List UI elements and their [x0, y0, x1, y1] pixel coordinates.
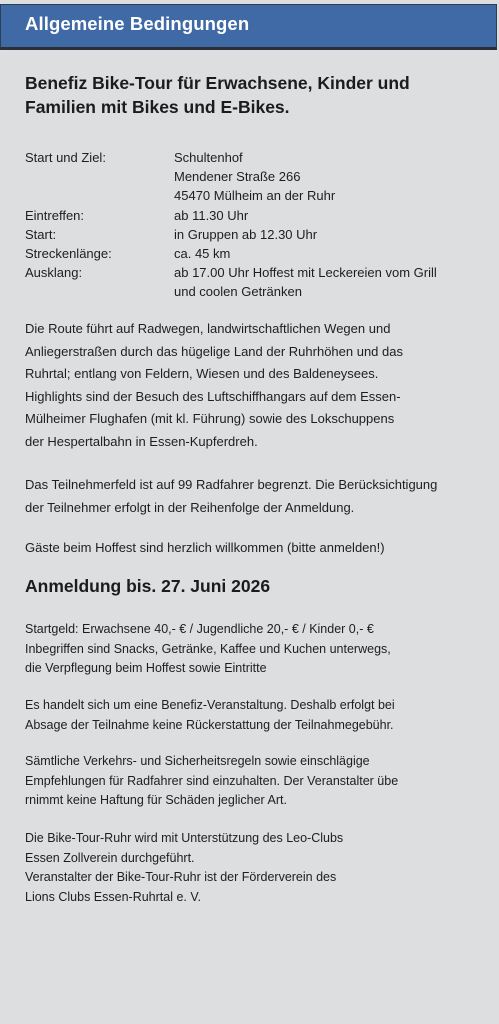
- paragraph-line: Anliegerstraßen durch das hügelige Land der Ruhrhöhen und das: [25, 343, 403, 359]
- info-value: [174, 206, 474, 225]
- paragraph-line: Es handelt sich um eine Benefiz-Veranstaltung. Deshalb erfolgt bei: [25, 698, 395, 712]
- paragraph-line: Gäste beim Hoffest sind herzlich willkommen (bitte anmelden!): [25, 540, 385, 555]
- info-value-line: Mendener Straße 266: [174, 169, 301, 185]
- title-line: Benefiz Bike-Tour für Erwachsene, Kinder und: [25, 73, 410, 93]
- info-value-line: und coolen Getränken: [174, 284, 302, 300]
- rules-paragraph: [25, 752, 485, 811]
- info-row-ausklang: [25, 263, 474, 301]
- info-value-line: ab 11.30 Uhr: [174, 207, 249, 223]
- fee-paragraph: [25, 620, 485, 679]
- paragraph-line: Lions Clubs Essen-Ruhrtal e. V.: [25, 889, 202, 904]
- header-bar: [0, 4, 497, 50]
- paragraph-line: Veranstalter der Bike-Tour-Ruhr ist der Förderverein des: [25, 870, 337, 884]
- info-label: Ausklang:: [25, 265, 83, 281]
- info-value-line: Schultenhof: [174, 150, 243, 165]
- organizer-paragraph: [25, 829, 485, 907]
- info-label: Start:: [25, 226, 57, 242]
- paragraph-line: Highlights sind der Besuch des Luftschiffhangars auf dem Essen-: [25, 388, 401, 404]
- paragraph-line: Die Bike-Tour-Ruhr wird mit Unterstützung des Leo-Clubs: [25, 831, 344, 845]
- info-value-line: ca. 45 km: [174, 246, 231, 262]
- guests-paragraph: [25, 537, 485, 560]
- title-line: Familien mit Bikes und E-Bikes.: [25, 97, 290, 117]
- paragraph-line: rnimmt keine Haftung für Schäden jeglicher Art.: [25, 793, 287, 807]
- info-label: Eintreffen:: [25, 207, 85, 223]
- charity-paragraph: [25, 696, 485, 735]
- info-value: [174, 148, 474, 206]
- paragraph-line: Ruhrtal; entlang von Feldern, Wiesen und des Baldeneysees.: [25, 366, 379, 381]
- info-value-line: 45470 Mülheim an der Ruhr: [174, 188, 336, 204]
- paragraph-line: Das Teilnehmerfeld ist auf 99 Radfahrer begrenzt. Die Berücksichtigung: [25, 477, 438, 492]
- paragraph-line: Empfehlungen für Radfahrer sind einzuhalten. Der Veranstalter übe: [25, 773, 399, 788]
- paragraph-line: Essen Zollverein durchgeführt.: [25, 850, 195, 865]
- info-label: Streckenlänge:: [25, 246, 112, 262]
- paragraph-line: der Hespertalbahn in Essen-Kupferdreh.: [25, 433, 258, 449]
- paragraph-line: die Verpflegung beim Hoffest sowie Eintritte: [25, 661, 267, 675]
- route-description: [25, 318, 485, 453]
- info-value: [174, 244, 474, 263]
- header-title: Allgemeine Bedingungen: [25, 13, 250, 34]
- paragraph-line: Sämtliche Verkehrs- und Sicherheitsregeln sowie einschlägige: [25, 754, 370, 768]
- info-row-eintreffen: [25, 206, 474, 225]
- info-value-line: in Gruppen ab 12.30 Uhr: [174, 226, 318, 242]
- paragraph-line: Die Route führt auf Radwegen, landwirtschaftlichen Wegen und: [25, 321, 391, 336]
- info-value-line: ab 17.00 Uhr Hoffest mit Leckereien vom Grill: [174, 265, 437, 281]
- info-label: Start und Ziel:: [25, 150, 106, 165]
- info-value: [174, 225, 474, 244]
- info-row-start-ziel: [25, 148, 474, 206]
- info-value: [174, 263, 474, 301]
- event-info-table: [25, 148, 474, 302]
- paragraph-line: Absage der Teilnahme keine Rückerstattung der Teilnahmegebühr.: [25, 717, 394, 732]
- info-row-start: [25, 225, 474, 244]
- paragraph-line: der Teilnehmer erfolgt in der Reihenfolge der Anmeldung.: [25, 499, 355, 515]
- registration-heading: Anmeldung bis. 27. Juni 2026: [25, 576, 271, 596]
- paragraph-line: Inbegriffen sind Snacks, Getränke, Kaffee und Kuchen unterwegs,: [25, 641, 391, 656]
- participants-paragraph: [25, 474, 485, 519]
- info-row-streckenlaenge: [25, 244, 474, 263]
- paragraph-line: Mülheimer Flughafen (mit kl. Führung) sowie des Lokschuppens: [25, 411, 395, 426]
- paragraph-line: Startgeld: Erwachsene 40,- € / Jugendliche 20,- € / Kinder 0,- €: [25, 622, 374, 636]
- page-title: [25, 71, 485, 119]
